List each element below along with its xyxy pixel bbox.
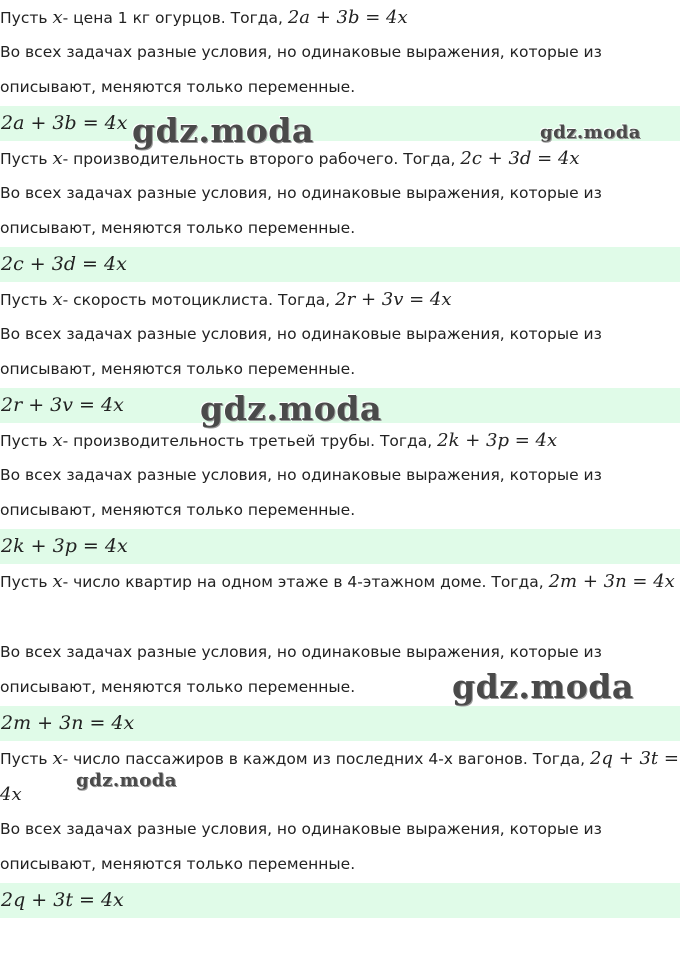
explanation-line: описывают, меняются только переменные. (0, 855, 356, 873)
watermark: gdz.moda (76, 770, 177, 791)
answer-band (0, 883, 680, 918)
explanation-line: Во всех задачах разные условия, но одинаковые выражения, которые из (0, 184, 602, 202)
answer-expression: 2k + 3p = 4x (1, 535, 128, 557)
explanation-line: описывают, меняются только переменные. (0, 219, 356, 237)
answer-expression: 2a + 3b = 4x (1, 112, 128, 134)
answer-expression: 2m + 3n = 4x (1, 712, 135, 734)
answer-band (0, 529, 680, 564)
problem-statement: Пусть x- число пассажиров в каждом из последних 4-х вагонов. Тогда, 2q + 3t = 4x (0, 748, 679, 805)
explanation-line: Во всех задачах разные условия, но одинаковые выражения, которые из (0, 466, 602, 484)
watermark: gdz.moda (452, 667, 634, 706)
answer-expression: 2r + 3v = 4x (1, 394, 124, 416)
answer-expression: 2c + 3d = 4x (1, 253, 127, 275)
watermark: gdz.moda (132, 111, 314, 150)
explanation-line: описывают, меняются только переменные. (0, 360, 356, 378)
answer-expression: 2q + 3t = 4x (1, 889, 124, 911)
problem-statement: Пусть x- производительность второго рабочего. Тогда, 2c + 3d = 4x (0, 148, 580, 169)
explanation-line: описывают, меняются только переменные. (0, 78, 356, 96)
answer-band (0, 247, 680, 282)
explanation-line: Во всех задачах разные условия, но одинаковые выражения, которые из (0, 820, 602, 838)
explanation-line: описывают, меняются только переменные. (0, 501, 356, 519)
problem-statement: Пусть x- производительность третьей трубы. Тогда, 2k + 3p = 4x (0, 430, 558, 451)
watermark: gdz.moda (200, 389, 382, 428)
problem-statement: Пусть x- цена 1 кг огурцов. Тогда, 2a + 3b = 4x (0, 7, 408, 28)
explanation-line: Во всех задачах разные условия, но одинаковые выражения, которые из (0, 43, 602, 61)
answer-band (0, 706, 680, 741)
explanation-line: Во всех задачах разные условия, но одинаковые выражения, которые из (0, 325, 602, 343)
watermark: gdz.moda (540, 122, 641, 143)
explanation-line: Во всех задачах разные условия, но одинаковые выражения, которые из (0, 643, 602, 661)
problem-statement: Пусть x- число квартир на одном этаже в 4-этажном доме. Тогда, 2m + 3n = 4x (0, 571, 675, 592)
explanation-line: описывают, меняются только переменные. (0, 678, 356, 696)
problem-statement: Пусть x- скорость мотоциклиста. Тогда, 2r + 3v = 4x (0, 289, 452, 310)
